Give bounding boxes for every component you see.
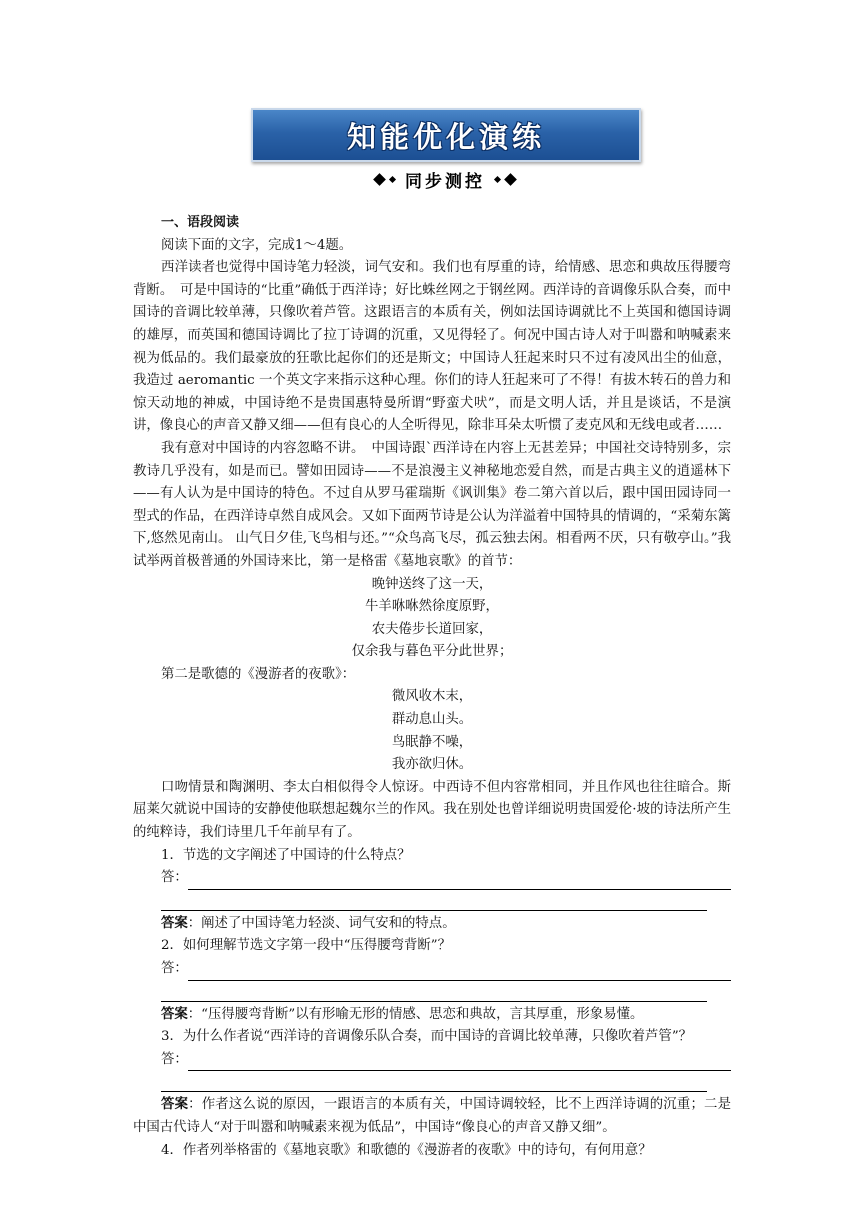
- poem2-intro: 第二是歌德的《漫游者的夜歌》：: [161, 666, 356, 682]
- answer-prefix: 答：: [161, 961, 188, 976]
- diamond-icon: [373, 173, 386, 186]
- section-heading: 一、语段阅读: [161, 215, 240, 230]
- poem-line: 晚钟送终了这一天，: [371, 576, 493, 592]
- answer-line-3: [133, 1049, 731, 1072]
- section-label-bar: [352, 166, 538, 192]
- banner-title-text: 知能优化演练: [346, 119, 545, 154]
- diamond-icon: [504, 173, 517, 186]
- question-2: 2．如何理解节选文字第一段中“压得腰弯背断”？: [161, 938, 452, 954]
- poem-line: 我亦欲归休。: [391, 757, 473, 773]
- document-body: [133, 212, 731, 1162]
- answer-label: 答案: [161, 1006, 188, 1022]
- answer-prefix: 答：: [161, 1051, 188, 1067]
- poem-line: 鸟眠静不噪，: [391, 734, 473, 750]
- answer-blank: [188, 875, 731, 890]
- answer-text: ：作者这么说的原因，一跟语言的本质有关，中国诗调较轻，比不上西洋诗调的沉重；二是中国古代诗人“对于叫嚣和呐喊素来视为低品”，中国诗“像良心的声音又静又细”。: [133, 1097, 732, 1135]
- small-diamond-icon: [389, 175, 396, 182]
- poem-line: 微风收木末，: [391, 689, 473, 705]
- answer-label: 答案: [161, 1097, 189, 1113]
- answer-prefix: 答：: [161, 870, 188, 886]
- answer-line-2: [133, 958, 731, 981]
- answer-text: ：阐述了中国诗笔力轻淡、词气安和的特点。: [187, 915, 456, 931]
- answer-1: [133, 913, 731, 936]
- answer-blank-2: [161, 890, 707, 911]
- poem-line: 牛羊咻咻然徐度原野，: [365, 599, 499, 615]
- paragraph-1: 西洋读者也觉得中国诗笔力轻淡，词气安和。我们也有厚重的诗，给情感、思恋和典故压得腰弯背断。 可是中国诗的“比重”确低于西洋诗；好比蛛丝网之于钢丝网。西洋诗的音调像乐队合奏，而中国诗的音调比较单薄，只像吹着芦管。这跟语言的本质有关，例如法国诗调就比不上英国和德国诗调的雄厚，而英国和德国诗调比了拉丁诗调的沉重，又见得轻了。何况中国古诗人对于叫嚣和呐喊素来视为低品的。我们最豪放的狂歌比起你们的还是斯文；中国诗人狂起来时只不过有凌风出尘的仙意，我造过 aeromantic 一个英文字来指示这种心理。你们的诗人狂起来可了不得！有拔木转石的兽力和惊天动地的神威，中国诗绝不是贵国惠特曼所谓“野蛮犬吠”，而是文明人话，并且是谈话，不是演讲，像良心的声音又静又细——但有良心的人全听得见，除非耳朵太听惯了麦克风和无线电或者……: [133, 260, 731, 434]
- answer-label: 答案: [161, 915, 188, 931]
- paragraph-3: 口吻情景和陶渊明、李太白相似得令人惊讶。中西诗不但内容常相同，并且作风也往往暗合。斯屈莱欠就说中国诗的安静使他联想起魏尔兰的作风。我在别处也曾详细说明贵国爱伦·坡的诗法所产生的纯粹诗，我们诗里几千年前早有了。: [133, 779, 731, 841]
- poem-gray: [133, 574, 731, 664]
- answer-3: [133, 1094, 731, 1139]
- answer-2: [133, 1004, 731, 1027]
- small-diamond-icon: [494, 175, 501, 182]
- answer-blank: [188, 1056, 731, 1071]
- poem-goethe: [133, 686, 731, 776]
- question-3: 3．为什么作者说“西洋诗的音调像乐队合奏，而中国诗的音调比较单薄，只像吹着芦管”？: [161, 1029, 693, 1045]
- instruction: 阅读下面的文字，完成1～4题。: [161, 237, 353, 253]
- question-1: 1．节选的文字阐述了中国诗的什么特点？: [161, 847, 411, 863]
- poem-line: 仅余我与暮色平分此世界；: [351, 644, 513, 660]
- answer-blank-2: [161, 981, 707, 1002]
- answer-blank-2: [161, 1071, 707, 1092]
- answer-blank: [188, 966, 731, 981]
- poem-line: 群动息山头。: [391, 712, 473, 728]
- question-4: 4．作者列举格雷的《墓地哀歌》和歌德的《漫游者的夜歌》中的诗句，有何用意？: [161, 1142, 652, 1158]
- section-label: 同步测控: [405, 171, 485, 192]
- paragraph-2: 我有意对中国诗的内容忽略不讲。 中国诗跟`西洋诗在内容上无甚差异；中国社交诗特别多，宗教诗几乎没有，如是而已。譬如田园诗——不是浪漫主义神秘地恋爱自然，而是古典主义的逍遥林下——有人认为是中国诗的特色。不过自从罗马霍瑞斯《讽训集》卷二第六首以后，跟中国田园诗同一型式的作品，在西洋诗卓然自成风会。又如下面两节诗是公认为洋溢着中国特具的情调的，“采菊东篱下,悠然见南山。 山气日夕佳,飞鸟相与还。”“众鸟高飞尽，孤云独去闲。相看两不厌，只有敬亭山。”我试举两首极普通的外国诗来比，第一是格雷《墓地哀歌》的首节：: [133, 440, 731, 569]
- banner-title: [251, 108, 641, 162]
- answer-text: ：“压得腰弯背断”以有形喻无形的情感、思恋和典故，言其厚重，形象易懂。: [187, 1006, 644, 1022]
- answer-line-1: [133, 867, 731, 890]
- poem-line: 农夫倦步长道回家，: [371, 621, 493, 637]
